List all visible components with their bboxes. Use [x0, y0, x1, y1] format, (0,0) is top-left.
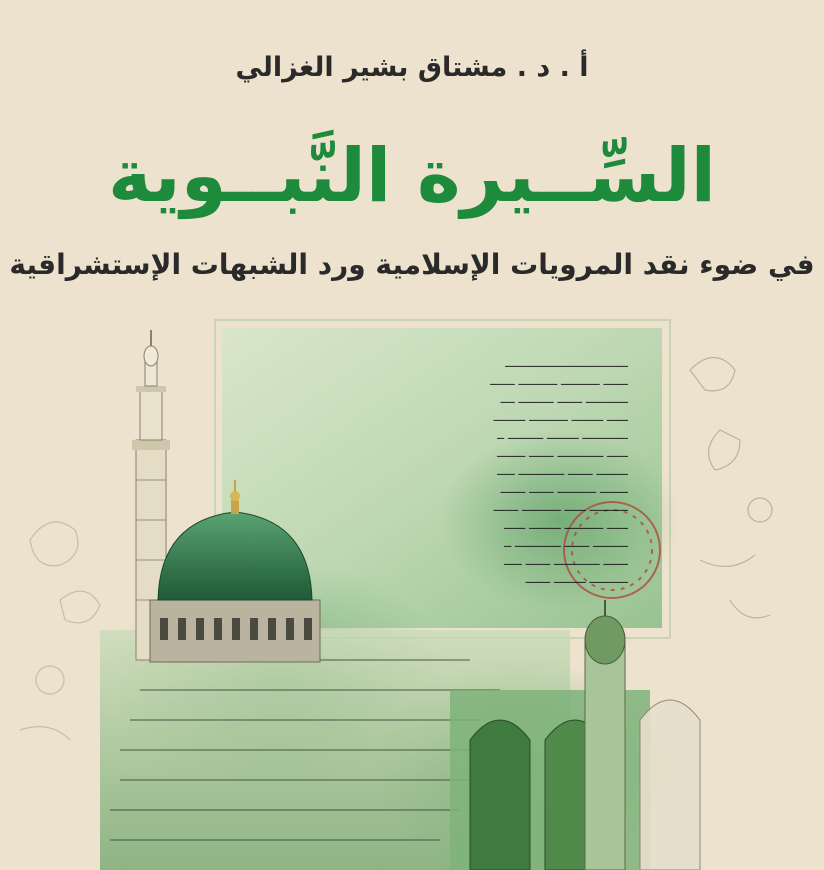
floral-ornament-left [20, 522, 100, 740]
author-name: أ . د . مشتاق بشير الغزالي [235, 52, 589, 83]
manuscript-text: ـــــــــــــــــــــــــــــــــــ ـــــــ ـــــــــــ ـــــــــــ ـــــــ ــــــــــــ ـــــــ ــــــــــ ــــ ــــــ ـــــــــ ـــــــــــ ـــــــــ ـــــــــــــ ـــــــــ ــــــــــ ــ ــــــ ـــــــــــــ ـــــــ ــــــــ ـــــــــ ـــــــ ـــــــــــــ ـــــ ــــــــ ـــــــــــ ـــــــ ـــــــ ـــــــــــ ــــــ ـــــــــــ ـــــــ ــــــ ـــــــــــ ـــــــــ ــــــ ــــــــــ ـــــــ ـــــــــــــ ــ ـــــــ ـــــــــــــ ـــــــ ـــــ ـــــــــــ ـــــــــ ـــــــ [489, 356, 628, 586]
floral-ornament-right [690, 358, 772, 618]
book-subtitle: في ضوء نقد المرويات الإسلامية ورد الشبهات الإستشراقية [9, 248, 815, 281]
book-title: السِّــيرة النَّبــوية [108, 133, 716, 219]
